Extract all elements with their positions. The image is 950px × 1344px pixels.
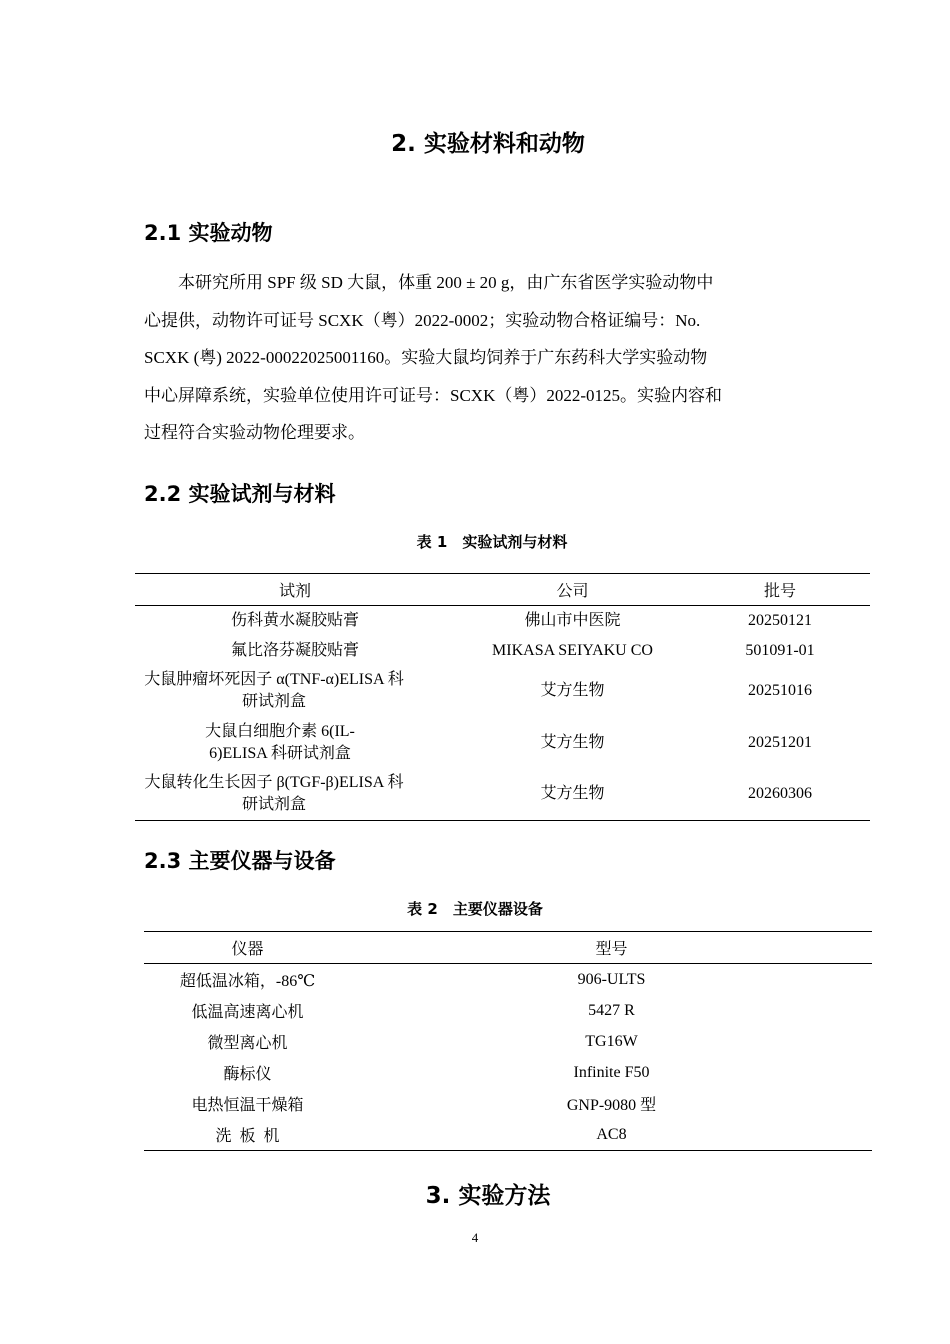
cell-model: AC8 [596, 1125, 627, 1143]
reagents-table [135, 573, 870, 821]
cell-company: 佛山市中医院 [524, 612, 621, 630]
paragraph-line: 心提供，动物许可证号 SCXK（粤）2022-0002；实验动物合格证编号：No. [144, 310, 701, 330]
table-row [135, 769, 870, 821]
table-row [144, 1088, 872, 1119]
paragraph-line: 中心屏障系统，实验单位使用许可证号：SCXK（粤）2022-0125。实验内容和 [144, 385, 723, 405]
table-row [135, 717, 870, 769]
cell-reagent: 大鼠转化生长因子 β(TGF-β)ELISA 科研试剂盒 [144, 774, 404, 814]
table-row [144, 1026, 872, 1057]
cell-batch: 20251201 [748, 733, 812, 751]
animals-paragraph [144, 264, 809, 452]
cell-reagent: 大鼠白细胞介素 6(IL-6)ELISA 科研试剂盒 [205, 722, 355, 762]
cell-batch: 20250121 [748, 612, 812, 630]
cell-company: MIKASA SEIYAKU CO [492, 641, 653, 659]
instruments-table [144, 931, 872, 1151]
table2-caption: 表 2 主要仪器设备 [407, 900, 543, 918]
cell-reagent: 氟比洛芬凝胶贴膏 [230, 641, 359, 659]
cell-model: Infinite F50 [573, 1063, 650, 1081]
cell-instrument: 微型离心机 [207, 1035, 288, 1052]
table-header-row [144, 932, 872, 964]
paragraph-line: SCXK (粤) 2022-00022025001160。实验大鼠均饲养于广东药科大学实验动物 [144, 348, 708, 367]
cell-instrument: 低温高速离心机 [191, 1004, 304, 1021]
col-header-company: 公司 [455, 574, 690, 606]
col-header-batch: 批号 [690, 574, 870, 606]
table-row [144, 964, 872, 996]
cell-instrument: 洗 板 机 [215, 1128, 280, 1145]
cell-company: 艾方生物 [540, 785, 605, 803]
col-header-reagent: 试剂 [135, 574, 455, 606]
col-header-model: 型号 [351, 932, 872, 964]
paragraph-line: 本研究所用 SPF 级 SD 大鼠，体重 200 ± 20 g，由广东省医学实验动物中 [144, 273, 714, 292]
cell-company: 艾方生物 [540, 733, 605, 751]
cell-model: 5427 R [588, 1001, 635, 1019]
cell-model: TG16W [585, 1032, 638, 1050]
cell-company: 艾方生物 [540, 681, 605, 699]
table-row [135, 665, 870, 717]
cell-reagent: 伤科黄水凝胶贴膏 [230, 612, 359, 630]
table-row [144, 995, 872, 1026]
table-row [144, 1057, 872, 1088]
table-row [144, 1119, 872, 1151]
cell-instrument: 酶标仪 [223, 1066, 272, 1083]
section-heading-reagents: 2.2 实验试剂与材料 [144, 482, 336, 506]
chapter-heading-materials: 2. 实验材料和动物 [391, 131, 585, 157]
chapter-heading-methods: 3. 实验方法 [425, 1183, 551, 1209]
cell-model: GNP-9080 型 [566, 1097, 657, 1114]
table-header-row [135, 574, 870, 606]
cell-instrument: 超低温冰箱，-86℃ [179, 973, 316, 990]
paragraph-line: 过程符合实验动物伦理要求。 [144, 423, 365, 442]
table-row [135, 637, 870, 665]
cell-instrument: 电热恒温干燥箱 [191, 1097, 304, 1114]
page-number: 4 [471, 1230, 479, 1245]
table-row [135, 606, 870, 637]
cell-model: 906-ULTS [577, 970, 646, 988]
section-heading-instruments: 2.3 主要仪器与设备 [144, 849, 336, 873]
section-heading-animals: 2.1 实验动物 [144, 221, 273, 245]
table1-caption: 表 1 实验试剂与材料 [416, 533, 568, 551]
cell-batch: 20251016 [748, 681, 812, 699]
cell-reagent: 大鼠肿瘤坏死因子 α(TNF-α)ELISA 科研试剂盒 [144, 670, 404, 710]
cell-batch: 20260306 [748, 785, 812, 803]
cell-batch: 501091-01 [745, 641, 815, 659]
col-header-instrument: 仪器 [144, 932, 351, 964]
